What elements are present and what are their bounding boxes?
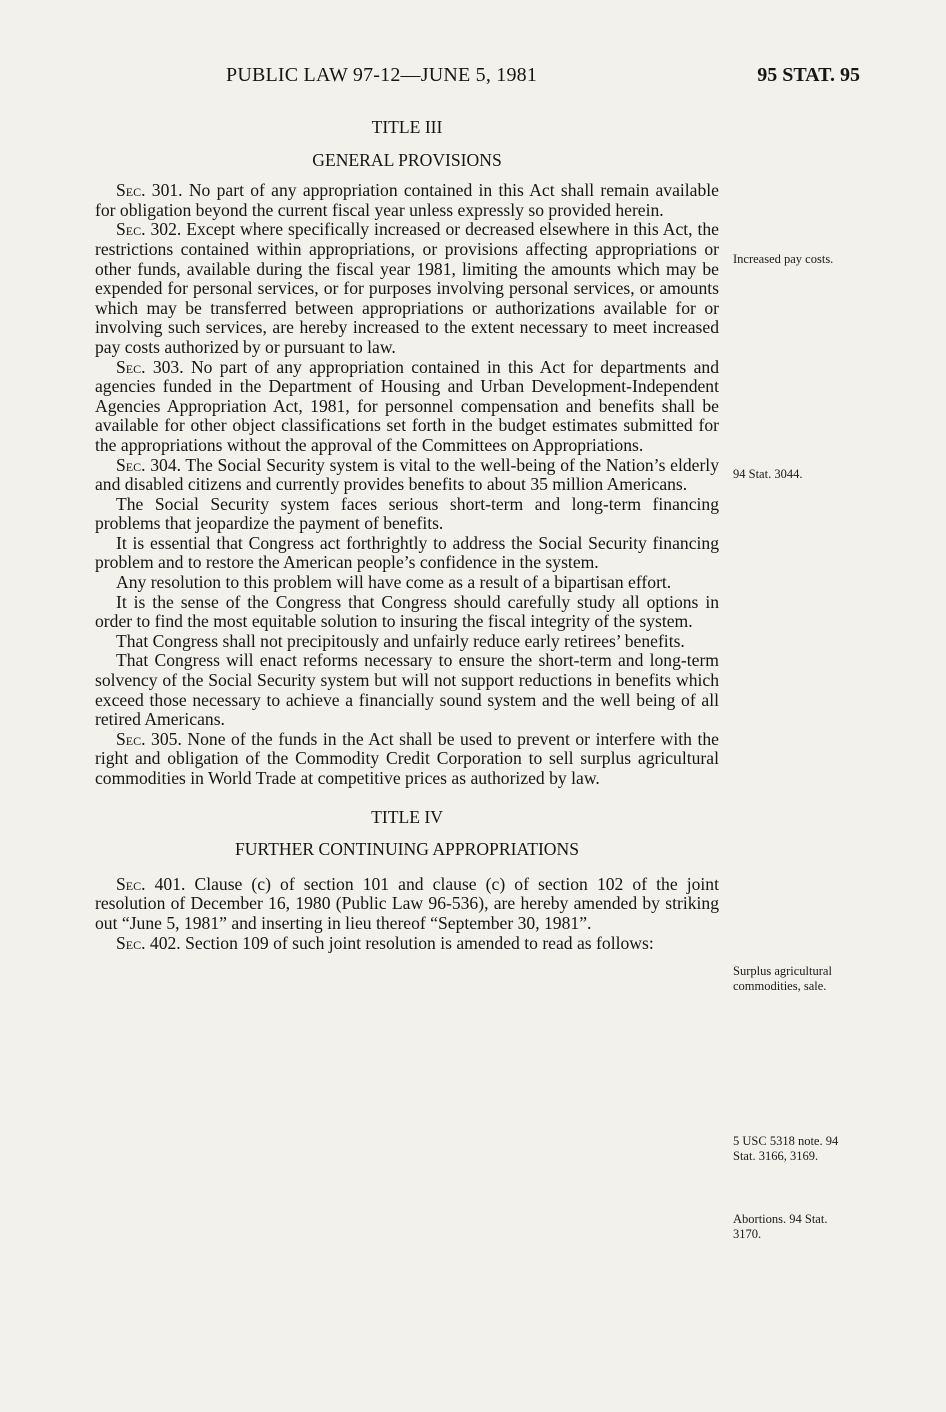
section-label: Sec. 305. [116,728,182,749]
paragraph-text: It is the sense of the Congress that Congress should carefully study all options in order to find the most equitable solution to insuring the fiscal integrity of the system. [95,591,719,632]
paragraph [95,495,719,534]
paragraph-text: The Social Security system faces serious short-term and long-term financing problems that jeopardize the payment of benefits. [95,493,719,534]
paragraph-text: That Congress will enact reforms necessary to ensure the short-term and long-term solvency of the Social Security system but will not support reductions in benefits which exceed those necessary to achieve a financially sound system and the well being of all retired Americans. [95,650,719,730]
body-text [95,112,719,953]
margin-note-abortions: Abortions. 94 Stat. 3170. [733,1212,828,1241]
paragraph-text: Any resolution to this problem will have come as a result of a bipartisan effort. [116,572,672,593]
statute-page-number: 95 STAT. 95 [757,64,860,86]
sec-302 [95,220,719,357]
section-text: No part of any appropriation contained in this Act for departments and agencies funded in the Department of Housing and Urban Development-Independent Agencies Appropriation Act, 1981, for personnel compensation and benefits shall be available for other object classifications set forth in the budget estimates submitted for the appropriations without the approval of the Committees on Appropriations. [95,356,719,455]
title-iv-heading: TITLE IV [371,806,443,827]
section-label: Sec. 401. [116,873,186,894]
section-text: No part of any appropriation contained in this Act shall remain available for obligation beyond the current fiscal year unless expressly so provided herein. [95,180,719,220]
sec-303 [95,358,719,456]
section-label: Sec. 302. [116,219,182,240]
sec-305 [95,730,719,789]
margin-note-5-usc-5318: 5 USC 5318 note. 94 Stat. 3166, 3169. [733,1134,839,1163]
section-text: Section 109 of such joint resolution is amended to read as follows: [180,932,654,953]
margin-note-increased-pay: Increased pay costs. [733,252,834,266]
paragraph [95,534,719,573]
paragraph-text: That Congress shall not precipitously and unfairly reduce early retirees’ benefits. [116,630,685,651]
paragraph [95,632,719,652]
paragraph [95,593,719,632]
section-label: Sec. 402. [116,932,181,953]
section-text: Clause (c) of section 101 and clause (c) of section 102 of the joint resolution of December 16, 1980 (Public Law 96-536), are hereby amended by striking out “June 5, 1981” and inserting in lieu thereof “September 30, 1981”. [95,873,719,933]
section-text: Except where specifically increased or decreased elsewhere in this Act, the restrictions contained within appropriations, or provisions affecting appropriations or other funds, available during the fiscal year 1981, limiting the amounts which may be expended for personal services, or for purposes involving personal services, or amounts which may be transferred between appropriations or authorizations available for or involving such services, are hereby increased to the extent necessary to meet increased pay costs authorized by or pursuant to law. [95,219,719,357]
margin-note-94-stat-3044: 94 Stat. 3044. [733,467,803,481]
further-continuing-appropriations-heading: FURTHER CONTINUING APPROPRIATIONS [234,839,579,860]
paragraph-text: It is essential that Congress act forthrightly to address the Social Security financing problem and to restore the American people’s confidence in the system. [95,532,719,573]
paragraph [95,651,719,729]
sec-301 [95,181,719,220]
sec-402 [95,934,719,954]
paragraph [95,573,719,593]
sec-304 [95,456,719,495]
section-label: Sec. 304. [116,454,182,475]
section-label: Sec. 303. [116,356,184,377]
margin-note-surplus-commodities: Surplus agricultural commodities, sale. [733,964,832,993]
section-label: Sec. 301. [116,180,183,201]
page-header [0,62,946,92]
general-provisions-heading: GENERAL PROVISIONS [312,149,502,170]
section-text: None of the funds in the Act shall be used to prevent or interfere with the right and obligation of the Commodity Credit Corporation to sell surplus agricultural commodities in World Trade at competitive prices as authorized by law. [95,728,719,788]
sec-401 [95,875,719,934]
title-iii-heading: TITLE III [371,117,443,137]
section-text: The Social Security system is vital to the well-being of the Nation’s elderly and disabled citizens and currently provides benefits to about 35 million Americans. [95,454,719,495]
running-title: PUBLIC LAW 97-12—JUNE 5, 1981 [226,64,538,86]
